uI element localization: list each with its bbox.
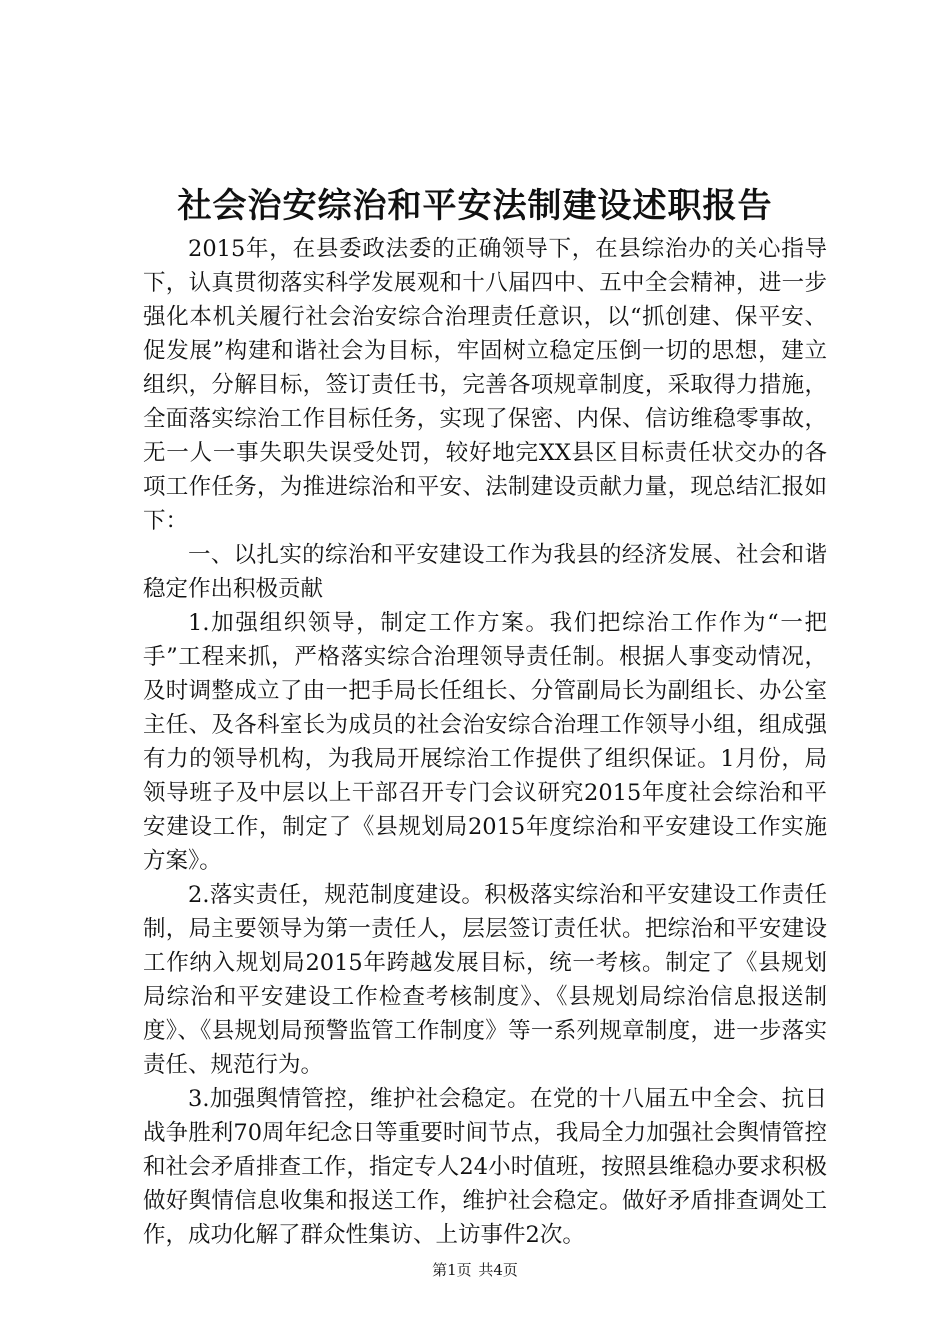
document-body bbox=[143, 232, 827, 1252]
paragraph-item-2: 2.落实责任，规范制度建设。积极落实综治和平安建设工作责任制，局主要领导为第一责任人，层层签订责任状。把综治和平安建设工作纳入规划局2015年跨越发展目标，统一考核。制定了《县规划局综治和平安建设工作检查考核制度》、《县规划局综治信息报送制度》、《县规划局预警监管工作制度》等一系列规章制度，进一步落实责任、规范行为。 bbox=[143, 882, 827, 1078]
paragraph-intro: 2015年，在县委政法委的正确领导下，在县综治办的关心指导下，认真贯彻落实科学发展观和十八届四中、五中全会精神，进一步强化本机关履行社会治安综合治理责任意识，以“抓创建、保平安、促发展”构建和谐社会为目标，牢固树立稳定压倒一切的思想，建立组织，分解目标，签订责任书，完善各项规章制度，采取得力措施，全面落实综治工作目标任务，实现了保密、内保、信访维稳零事故，无一人一事失职失误受处罚，较好地完XX县区目标责任状交办的各项工作任务，为推进综治和平安、法制建设贡献力量，现总结汇报如下： bbox=[143, 236, 827, 534]
paragraph-item-3: 3.加强舆情管控，维护社会稳定。在党的十八届五中全会、抗日战争胜利70周年纪念日等重要时间节点，我局全力加强社会舆情管控和社会矛盾排查工作，指定专人24小时值班，按照县维稳办要求积极做好舆情信息收集和报送工作，维护社会稳定。做好矛盾排查调处工作，成功化解了群众性集访、上访事件2次。 bbox=[143, 1086, 827, 1248]
page-number: 第1页 bbox=[432, 1261, 472, 1279]
page-footer bbox=[0, 1260, 950, 1280]
paragraph-item-1: 1.加强组织领导，制定工作方案。我们把综治工作作为“一把手”工程来抓，严格落实综合治理领导责任制。根据人事变动情况，及时调整成立了由一把手局长任组长、分管副局长为副组长、办公室主任、及各科室长为成员的社会治安综合治理工作领导小组，组成强有力的领导机构，为我局开展综治工作提供了组织保证。1月份，局领导班子及中层以上干部召开专门会议研究2015年度社会综治和平安建设工作，制定了《县规划局2015年度综治和平安建设工作实施方案》。 bbox=[143, 610, 827, 874]
document-title: 社会治安综治和平安法制建设述职报告 bbox=[177, 186, 773, 226]
page-total: 共4页 bbox=[478, 1261, 518, 1279]
section-heading-1: 一、以扎实的综治和平安建设工作为我县的经济发展、社会和谐稳定作出积极贡献 bbox=[143, 542, 827, 602]
